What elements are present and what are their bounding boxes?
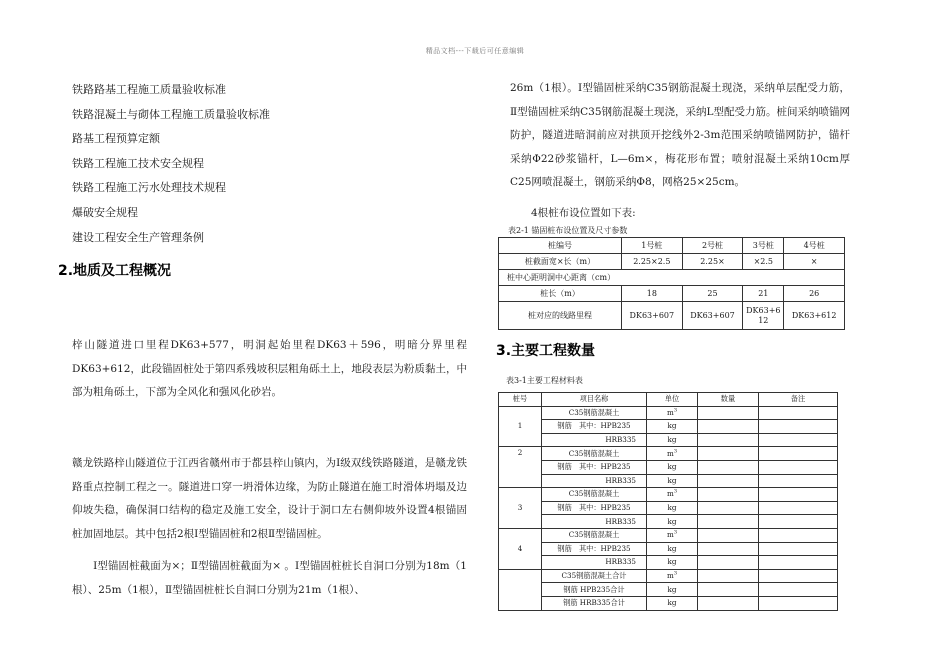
pile-number-cell: 1 <box>499 406 542 447</box>
table-header-cell: 4号桩 <box>784 238 845 254</box>
item-cell: C35钢筋混凝土 <box>542 406 647 420</box>
table-row <box>499 420 838 434</box>
table-header-row <box>499 393 838 407</box>
item-cell: HRB335 <box>542 515 647 529</box>
table-row <box>499 254 845 270</box>
table-row <box>499 596 838 610</box>
table-cell: 18 <box>622 286 683 302</box>
pile-layout-table <box>498 237 845 330</box>
table-cell: × <box>784 254 845 270</box>
table-header-cell: 3号桩 <box>743 238 784 254</box>
table-cell: 21 <box>743 286 784 302</box>
table-cell: DK63+607 <box>682 302 743 330</box>
item-cell: 钢筋 HPB235合计 <box>542 583 647 597</box>
standard-item: 铁路混凝土与砌体工程施工质量验收标准 <box>72 107 270 121</box>
unit-cell: kg <box>647 460 698 474</box>
remark-cell <box>759 406 838 420</box>
materials-table <box>498 392 838 611</box>
table-cell: 26 <box>784 286 845 302</box>
unit-cell: kg <box>647 556 698 570</box>
table-cell: 2.25×2.5 <box>622 254 683 270</box>
pile-number-cell <box>499 569 542 610</box>
quantity-cell <box>698 474 759 488</box>
quantity-cell <box>698 569 759 583</box>
table-row <box>499 542 838 556</box>
remark-cell <box>759 460 838 474</box>
remark-cell <box>759 528 838 542</box>
table-cell: DK63+607 <box>622 302 683 330</box>
table-row <box>499 406 838 420</box>
unit-cell: kg <box>647 515 698 529</box>
standard-item: 爆破安全规程 <box>72 205 138 219</box>
quantity-cell <box>698 501 759 515</box>
unit-cell: $m^3$ <box>647 569 698 583</box>
remark-cell <box>759 583 838 597</box>
watermark: 精品文档---下载后可任意编辑 <box>425 47 525 55</box>
quantity-cell <box>698 406 759 420</box>
item-cell: HRB335 <box>542 556 647 570</box>
standard-item: 铁路工程施工污水处理技术规程 <box>72 181 226 195</box>
remark-cell <box>759 447 838 461</box>
unit-cell: $m^3$ <box>647 447 698 461</box>
item-cell: C35钢筋混凝土合计 <box>542 569 647 583</box>
pile-number-cell: 3 <box>499 488 542 529</box>
remark-cell <box>759 515 838 529</box>
pile-number-cell: 4 <box>499 528 542 569</box>
pile-spec-text: Ⅰ型锚固桩截面为×；Ⅱ型锚固桩截面为× 。Ⅰ型锚固桩桩长自洞口分别为18m（1根）、25m（1根），Ⅱ型锚固桩桩长自洞口分别为21m（1根）、 <box>72 560 467 596</box>
table-header-cell: 桩编号 <box>499 238 622 254</box>
item-cell: 钢筋 其中：HPB235 <box>542 501 647 515</box>
pile-spec-paragraph <box>72 555 467 602</box>
table-header-cell: 项目名称 <box>542 393 647 407</box>
pile-number-cell: 2 <box>499 447 542 488</box>
item-cell: C35钢筋混凝土 <box>542 447 647 461</box>
unit-cell: kg <box>647 420 698 434</box>
table-cell: 桩截面宽×长（m） <box>499 254 622 270</box>
quantity-cell <box>698 488 759 502</box>
unit-cell: kg <box>647 596 698 610</box>
left-column <box>58 78 467 596</box>
standard-item: 铁路工程施工技术安全规程 <box>72 156 204 170</box>
remark-cell <box>759 596 838 610</box>
table-row <box>499 515 838 529</box>
quantity-cell <box>698 596 759 610</box>
table-header-cell: 2号桩 <box>682 238 743 254</box>
table-row <box>499 488 838 502</box>
table-row <box>499 569 838 583</box>
quantity-cell <box>698 515 759 529</box>
remark-cell <box>759 542 838 556</box>
quantity-cell <box>698 447 759 461</box>
quantity-cell <box>698 528 759 542</box>
remark-cell <box>759 474 838 488</box>
item-cell: C35钢筋混凝土 <box>542 528 647 542</box>
table-header-row <box>499 238 845 254</box>
standard-item: 路基工程预算定额 <box>72 132 160 146</box>
remark-cell <box>759 420 838 434</box>
table-cell: 桩长（m） <box>499 286 622 302</box>
table-row <box>499 460 838 474</box>
table-cell: DK63+612 <box>743 302 784 330</box>
unit-cell: kg <box>647 501 698 515</box>
table-row <box>499 556 838 570</box>
table-row <box>499 528 838 542</box>
table-row <box>499 501 838 515</box>
section-2-heading: 2.地质及工程概况 <box>58 263 172 279</box>
remark-cell <box>759 569 838 583</box>
standard-item: 铁路路基工程施工质量验收标准 <box>72 83 226 96</box>
table-header-cell: 单位 <box>647 393 698 407</box>
remark-cell <box>759 556 838 570</box>
project-overview-paragraph: 赣龙铁路梓山隧道位于江西省赣州市于都县梓山镇内，为Ⅰ级双线铁路隧道，是赣龙铁路重点控制工程之一。隧道进口穿一坍滑体边缘，为防止隧道在施工时滑体坍塌及边仰坡失稳，确保洞口结构的稳定及施工安全，设计于洞口左右侧仰坡外设置4根锚固桩加固地层。其中包括2根Ⅰ型锚固桩和2根Ⅱ型锚固桩。 <box>72 457 467 540</box>
item-cell: 钢筋 其中：HPB235 <box>542 420 647 434</box>
table1-intro: 4根桩布设位置如下表: <box>531 207 636 219</box>
unit-cell: kg <box>647 474 698 488</box>
pile-spec-continued: 26m（1根）。Ⅰ型锚固桩采纳C35钢筋混凝土现浇，采纳单层配受力筋，Ⅱ型锚固桩采纳C35钢筋混凝土现浇，采纳L型配受力筋。桩间采纳喷锚网防护，隧道进暗洞前应对拱顶开挖线外2-3m范围采纳喷锚网防护，锚杆采纳Φ22砂浆锚杆，L—6m×，梅花形布置；喷射混凝土采纳10cm厚C25网喷混凝土，钢筋采纳Φ8，网格25×25cm。 <box>510 82 851 188</box>
table-row <box>499 433 838 447</box>
table-row <box>499 302 845 330</box>
quantity-cell <box>698 556 759 570</box>
item-cell: 钢筋 其中：HPB235 <box>542 460 647 474</box>
table-row <box>499 286 845 302</box>
table-header-cell: 1号桩 <box>622 238 683 254</box>
item-cell: 钢筋 HRB335合计 <box>542 596 647 610</box>
table2-caption: 表3-1主要工程材料表 <box>506 376 583 385</box>
table-cell: 25 <box>682 286 743 302</box>
quantity-cell <box>698 433 759 447</box>
item-cell: 钢筋 其中：HPB235 <box>542 542 647 556</box>
table-cell: ×2.5 <box>743 254 784 270</box>
table-row <box>499 583 838 597</box>
table-header-cell: 桩号 <box>499 393 542 407</box>
quantity-cell <box>698 542 759 556</box>
table-row <box>499 474 838 488</box>
remark-cell <box>759 501 838 515</box>
unit-cell: $m^3$ <box>647 488 698 502</box>
table-header-cell: 备注 <box>759 393 838 407</box>
unit-cell: kg <box>647 583 698 597</box>
table-row <box>499 447 838 461</box>
table-row <box>499 270 845 286</box>
table-cell: 2.25× <box>682 254 743 270</box>
section-3-heading: 3.主要工程数量 <box>496 343 596 359</box>
table-header-cell: 数量 <box>698 393 759 407</box>
table-cell: 桩中心距明洞中心距离（cm） <box>499 270 845 286</box>
item-cell: C35钢筋混凝土 <box>542 488 647 502</box>
unit-cell: $m^3$ <box>647 528 698 542</box>
standard-item: 建设工程安全生产管理条例 <box>72 230 204 244</box>
remark-cell <box>759 433 838 447</box>
table1-caption: 表2-1 锚固桩布设位置及尺寸参数 <box>508 226 628 235</box>
geology-paragraph: 梓山隧道进口里程DK63+577，明洞起始里程DK63＋596，明暗分界里程DK63+612，此段锚固桩处于第四系残坡积层粗角砾土上，地段表层为粉质黏土，中部为粗角砾土，下部为全风化和强风化砂岩。 <box>72 339 467 398</box>
item-cell: HRB335 <box>542 474 647 488</box>
standards-list <box>72 78 467 250</box>
unit-cell: kg <box>647 433 698 447</box>
item-cell: HRB335 <box>542 433 647 447</box>
quantity-cell <box>698 583 759 597</box>
table-cell: 桩对应的线路里程 <box>499 302 622 330</box>
table-cell: DK63+612 <box>784 302 845 330</box>
remark-cell <box>759 488 838 502</box>
quantity-cell <box>698 420 759 434</box>
unit-cell: $m^3$ <box>647 406 698 420</box>
quantity-cell <box>698 460 759 474</box>
unit-cell: kg <box>647 542 698 556</box>
